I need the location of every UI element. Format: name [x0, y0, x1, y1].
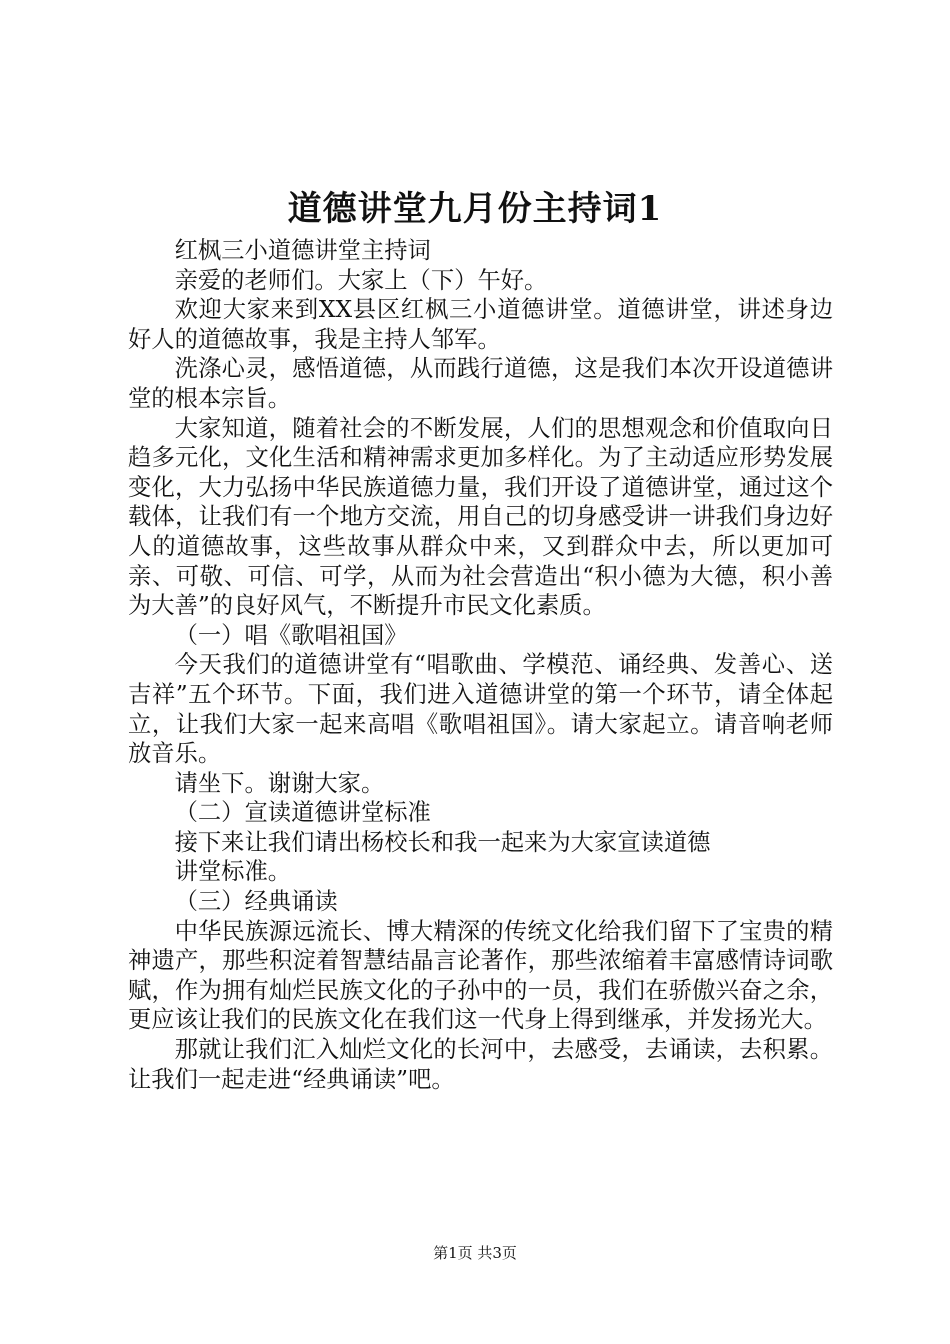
document-body — [128, 236, 833, 1094]
paragraph: 洗涤心灵，感悟道德，从而践行道德，这是我们本次开设道德讲堂的根本宗旨。 — [128, 355, 833, 412]
paragraph: 接下来让我们请出杨校长和我一起来为大家宣读道德 — [174, 828, 711, 856]
paragraph: 亲爱的老师们。大家上（下）午好。 — [174, 266, 548, 294]
paragraph: 请坐下。谢谢大家。 — [174, 769, 385, 797]
paragraph: 大家知道，随着社会的不断发展，人们的思想观念和价值取向日趋多元化，文化生活和精神需求更加多样化。为了主动适应形势发展变化，大力弘扬中华民族道德力量，我们开设了道德讲堂，通过这个载体，让我们有一个地方交流，用自己的切身感受讲一讲我们身边好人的道德故事，这些故事从群众中来，又到群众中去，所以更加可亲、可敬、可信、可学，从而为社会营造出“积小德为大德，积小善为大善”的良好风气，不断提升市民文化素质。 — [128, 414, 833, 620]
paragraph: 讲堂标准。 — [174, 858, 292, 886]
page-footer: 第1页 共3页 — [433, 1244, 517, 1262]
paragraph: 红枫三小道德讲堂主持词 — [174, 237, 431, 264]
paragraph: 中华民族源远流长、博大精深的传统文化给我们留下了宝贵的精神遗产，那些积淀着智慧结晶言论著作，那些浓缩着丰富感情诗词歌赋，作为拥有灿烂民族文化的子孙中的一员，我们在骄傲兴奋之余，更应该让我们的民族文化在我们这一代身上得到继承，并发扬光大。 — [128, 917, 833, 1034]
section-heading: （三）经典诵读 — [174, 888, 338, 916]
section-heading: （二）宣读道德讲堂标准 — [174, 799, 431, 827]
paragraph: 欢迎大家来到XX县区红枫三小道德讲堂。道德讲堂，讲述身边好人的道德故事，我是主持人邹军。 — [128, 296, 833, 353]
section-heading: （一）唱《歌唱祖国》 — [174, 621, 408, 649]
document-title: 道德讲堂九月份主持词1 — [287, 189, 663, 229]
paragraph: 那就让我们汇入灿烂文化的长河中，去感受，去诵读，去积累。让我们一起走进“经典诵读”吧。 — [128, 1036, 833, 1093]
paragraph: 今天我们的道德讲堂有“唱歌曲、学模范、诵经典、发善心、送吉祥”五个环节。下面，我们进入道德讲堂的第一个环节，请全体起立，让我们大家一起来高唱《歌唱祖国》。请大家起立。请音响老师放音乐。 — [128, 651, 833, 768]
